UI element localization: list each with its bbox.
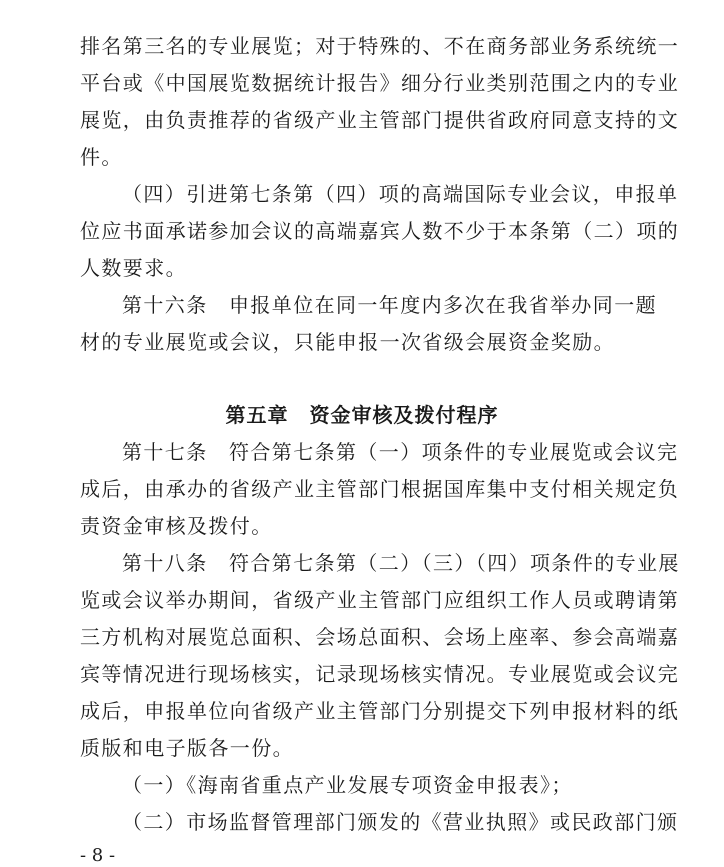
text-line: 材的专业展览或会议，只能申报一次省级会展资金奖励。 <box>80 330 615 354</box>
text-line: 成后，由承办的省级产业主管部门根据国库集中支付相关规定负 <box>80 477 680 501</box>
text-line: 第十八条 符合第七条第（二）（三）（四）项条件的专业展 <box>122 551 680 575</box>
text-line: 人数要求。 <box>80 256 187 280</box>
page-number: - 8 - <box>80 845 116 866</box>
text-line: 三方机构对展览总面积、会场总面积、会场上座率、参会高端嘉 <box>80 625 680 649</box>
text-line: （二）市场监督管理部门颁发的《营业执照》或民政部门颁 <box>122 810 679 834</box>
text-line: 排名第三名的专业展览；对于特殊的、不在商务部业务系统统一 <box>80 34 680 58</box>
text-line: 成后，申报单位向省级产业主管部门分别提交下列申报材料的纸 <box>80 699 680 723</box>
text-line: 第十六条 申报单位在同一年度内多次在我省举办同一题 <box>122 293 657 317</box>
text-line: 质版和电子版各一份。 <box>80 736 294 760</box>
text-line: 件。 <box>80 145 123 169</box>
text-line: 第十七条 符合第七条第（一）项条件的专业展览或会议完 <box>122 440 679 464</box>
text-line: 展览，由负责推荐的省级产业主管部门提供省政府同意支持的文 <box>80 108 680 132</box>
text-line: （一）《海南省重点产业发展专项资金申报表》； <box>122 773 573 797</box>
text-line: （四）引进第七条第（四）项的高端国际专业会议，申报单 <box>122 182 679 206</box>
text-line: 宾等情况进行现场核实，记录现场核实情况。专业展览或会议完 <box>80 662 680 686</box>
text-line: 责资金审核及拨付。 <box>80 514 273 538</box>
text-line: 览或会议举办期间，省级产业主管部门应组织工作人员或聘请第 <box>80 588 680 612</box>
text-line: 平台或《中国展览数据统计报告》细分行业类别范围之内的专业 <box>80 71 680 95</box>
chapter-heading: 第五章 资金审核及拨付程序 <box>225 403 499 427</box>
text-line: 位应书面承诺参加会议的高端嘉宾人数不少于本条第（二）项的 <box>80 219 680 243</box>
